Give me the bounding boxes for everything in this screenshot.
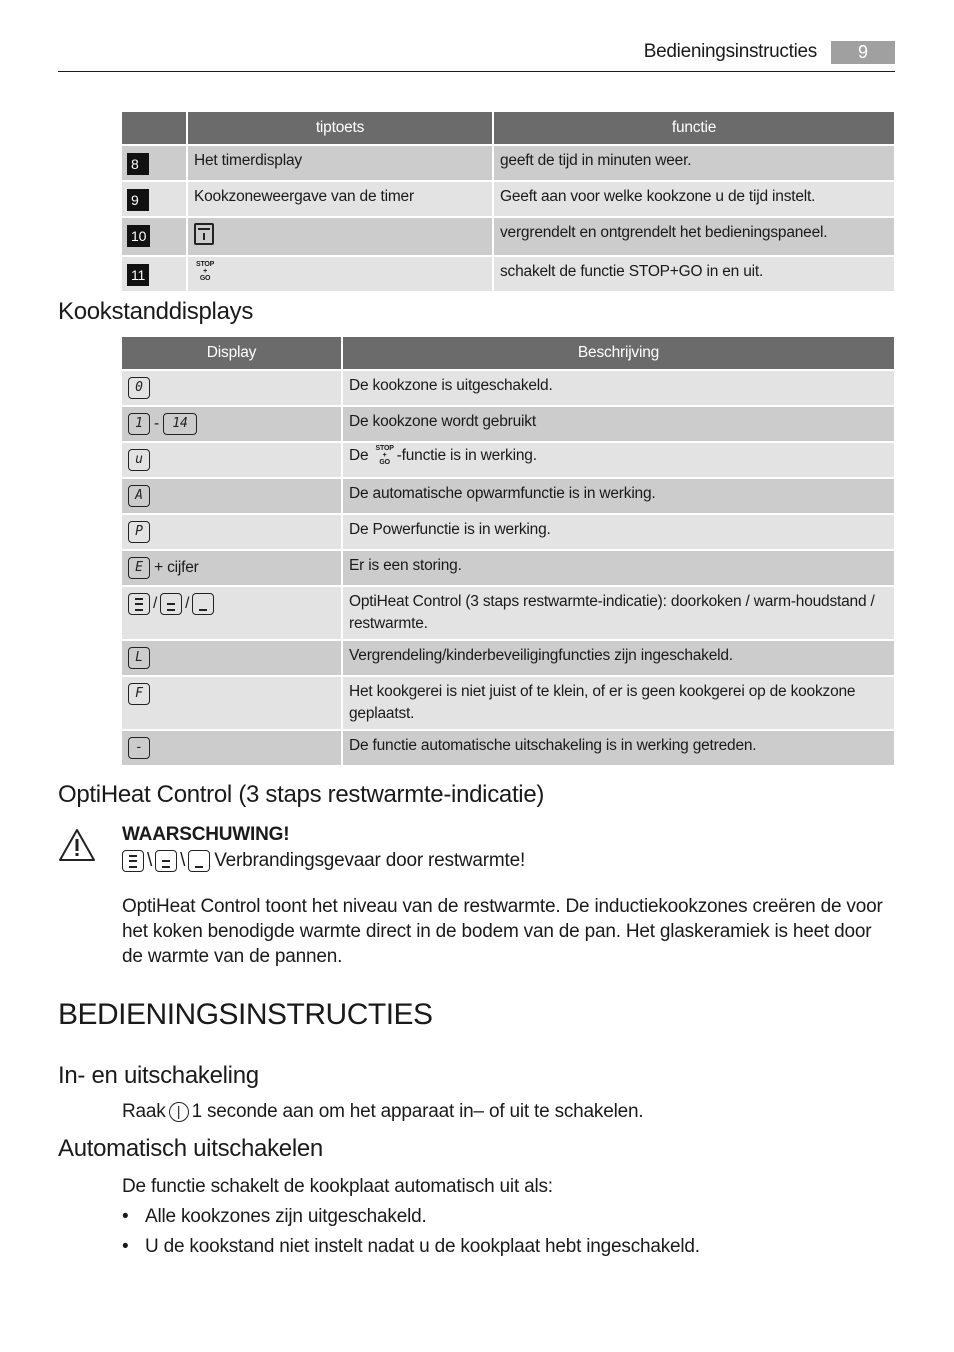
display-symbol-E: E xyxy=(128,557,150,579)
table-row xyxy=(122,515,894,549)
description-cell: OptiHeat Control (3 staps restwarmte-indicatie): doorkoken / warm-houdstand / restwarmte. xyxy=(343,587,894,639)
list-item: • Alle kookzones zijn uitgeschakeld. xyxy=(122,1204,700,1234)
power-instruction: Raak | 1 seconde aan om het apparaat in– of uit te schakelen. xyxy=(122,1101,644,1122)
page-number: 9 xyxy=(831,41,895,64)
row-number: 10 xyxy=(127,225,150,247)
key-cell xyxy=(188,218,492,255)
row-number: 9 xyxy=(127,189,149,211)
controls-table-header xyxy=(122,112,894,144)
key-cell xyxy=(188,257,492,291)
warning-line: \ \ Verbrandingsgevaar door restwarmte! xyxy=(122,850,525,872)
description-cell: Vergrendeling/kinderbeveiligingfuncties zijn ingeschakeld. xyxy=(343,641,894,675)
description-cell: De kookzone is uitgeschakeld. xyxy=(343,371,894,405)
description-cell: Er is een storing. xyxy=(343,551,894,585)
description-cell: De kookzone wordt gebruikt xyxy=(343,407,894,441)
auto-off-list xyxy=(122,1204,700,1264)
function-cell: geeft de tijd in minuten weer. xyxy=(494,146,894,180)
table-row: / / OptiHeat Control (3 staps restwarmte-indicatie): doorkoken / warm-houdstand / restwarmte. xyxy=(122,587,894,639)
residual-heat-1-icon xyxy=(192,593,214,615)
optiheat-paragraph: OptiHeat Control toont het niveau van de restwarmte. De inductiekookzones creëren de voor het koken benodigde warmte direct in de bodem van de pan. Het glaskeramiek is heet door de warmte van de pannen. xyxy=(122,896,883,967)
header-cell-display: Display xyxy=(122,337,341,369)
table-row xyxy=(122,479,894,513)
function-cell: vergrendelt en ontgrendelt het bedieningspaneel. xyxy=(494,218,894,255)
table-row xyxy=(122,146,894,180)
display-symbol-14: 14 xyxy=(163,413,197,435)
description-cell: Het kookgerei is niet juist of te klein, of er is geen kookgerei op de kookzone geplaatst. xyxy=(343,677,894,729)
table-row xyxy=(122,443,894,477)
residual-heat-3-icon xyxy=(122,850,144,872)
display-symbol-A: A xyxy=(128,485,150,507)
display-symbol-P: P xyxy=(128,521,150,543)
section-heading-kookstand: Kookstanddisplays xyxy=(58,298,254,325)
table-row xyxy=(122,677,894,729)
power-icon: | xyxy=(169,1102,189,1122)
residual-heat-2-icon xyxy=(155,850,177,872)
controls-table xyxy=(120,110,896,293)
table-row xyxy=(122,218,894,255)
key-cell: Kookzoneweergave van de timer xyxy=(188,182,492,216)
display-symbol-dash: - xyxy=(128,737,150,759)
kookstand-table-header xyxy=(122,337,894,369)
description-cell: De functie automatische uitschakeling is in werking getreden. xyxy=(343,731,894,765)
description-cell: De Powerfunctie is in werking. xyxy=(343,515,894,549)
description-cell: De STOP + GO -functie is in werking. xyxy=(343,443,894,477)
warning-title: WAARSCHUWING! xyxy=(122,824,290,845)
header-cell-empty xyxy=(122,112,186,144)
display-symbol-1: 1 xyxy=(128,413,150,435)
header-cell-functie: functie xyxy=(494,112,894,144)
stop-go-icon: STOP + GO xyxy=(375,445,394,467)
section-heading-power: In- en uitschakeling xyxy=(58,1062,259,1089)
warning-text: Verbrandingsgevaar door restwarmte! xyxy=(214,850,526,871)
header-cell-tiptoets: tiptoets xyxy=(188,112,492,144)
header-title: Bedieningsinstructies xyxy=(643,41,817,62)
residual-heat-1-icon xyxy=(188,850,210,872)
display-symbol-F: F xyxy=(128,683,150,705)
warning-icon xyxy=(58,828,96,862)
display-symbol-0: 0 xyxy=(128,377,150,399)
table-row: 1 - 14 De kookzone wordt gebruikt xyxy=(122,407,894,441)
key-cell: Het timerdisplay xyxy=(188,146,492,180)
residual-heat-2-icon xyxy=(160,593,182,615)
table-row xyxy=(122,371,894,405)
table-row xyxy=(122,731,894,765)
table-row xyxy=(122,182,894,216)
header-cell-beschrijving: Beschrijving xyxy=(343,337,894,369)
list-item: • U de kookstand niet instelt nadat u de kookplaat hebt ingeschakeld. xyxy=(122,1234,700,1264)
lock-icon xyxy=(194,223,214,245)
section-heading-optiheat: OptiHeat Control (3 staps restwarmte-indicatie) xyxy=(58,781,545,808)
main-heading: BEDIENINGSINSTRUCTIES xyxy=(58,998,433,1031)
table-row: E + cijfer Er is een storing. xyxy=(122,551,894,585)
residual-heat-3-icon xyxy=(128,593,150,615)
row-number: 11 xyxy=(127,264,149,286)
function-cell: schakelt de functie STOP+GO in en uit. xyxy=(494,257,894,291)
description-cell: De automatische opwarmfunctie is in werking. xyxy=(343,479,894,513)
page-header xyxy=(58,38,895,72)
display-symbol-u: u xyxy=(128,449,150,471)
row-number: 8 xyxy=(127,153,149,175)
display-symbol-L: L xyxy=(128,647,150,669)
table-row xyxy=(122,257,894,291)
kookstand-table xyxy=(120,335,896,767)
function-cell: Geeft aan voor welke kookzone u de tijd instelt. xyxy=(494,182,894,216)
section-heading-auto-off: Automatisch uitschakelen xyxy=(58,1135,323,1162)
table-row xyxy=(122,641,894,675)
auto-off-intro: De functie schakelt de kookplaat automatisch uit als: xyxy=(122,1176,553,1197)
stop-go-icon: STOP + GO xyxy=(196,261,215,283)
